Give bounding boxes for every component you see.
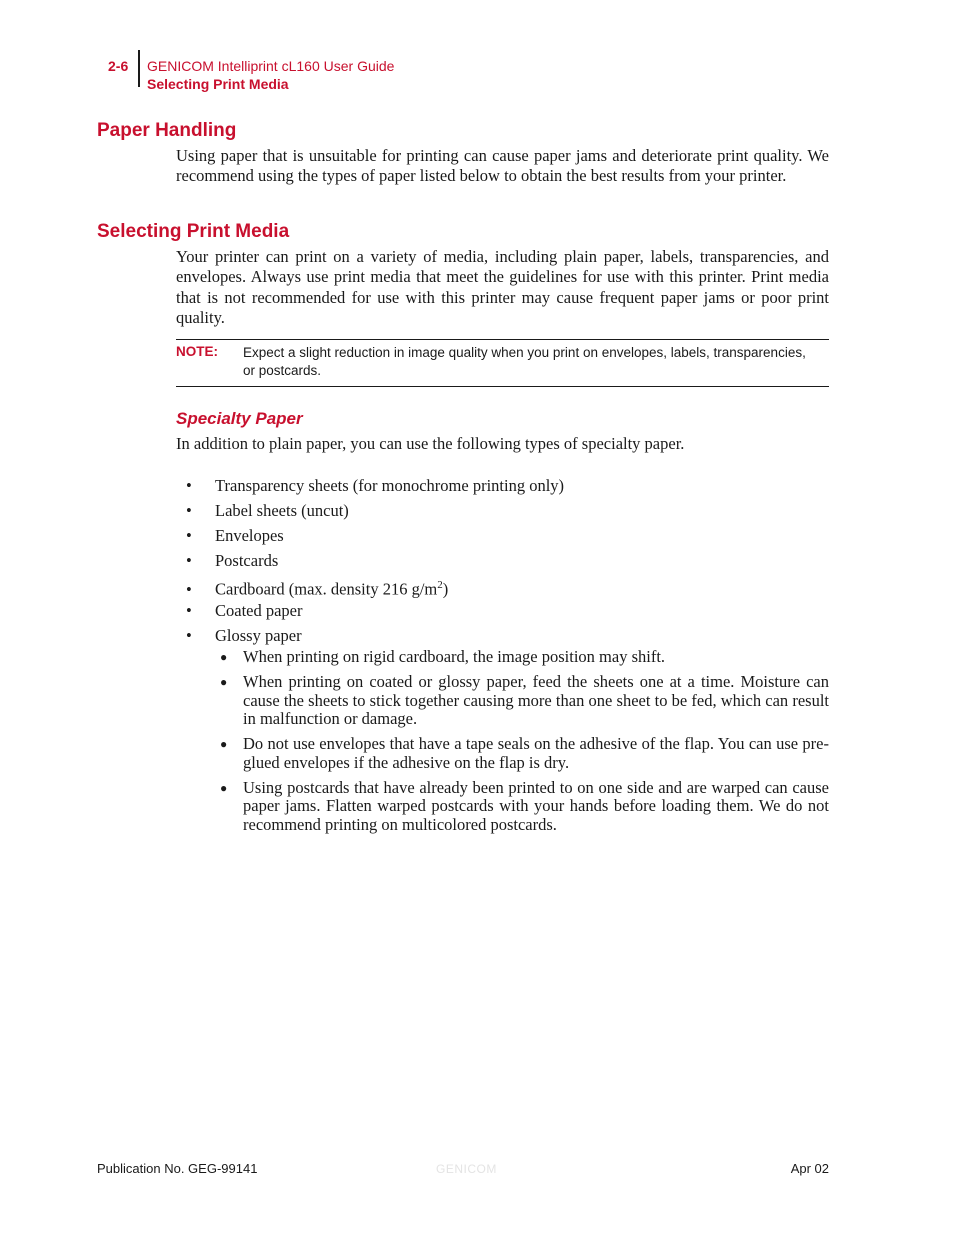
- paper-handling-text: Using paper that is unsuitable for printing can cause paper jams and deteriorate print quality. We recommend using the types of paper listed below to obtain the best results from your printer.: [176, 146, 829, 186]
- list-item: • Cardboard (max. density 216 $g/m^2$): [186, 573, 564, 598]
- bullet-icon: •: [186, 579, 192, 599]
- bullet-icon: •: [186, 601, 192, 620]
- bullet-icon: •: [186, 626, 192, 645]
- bullet-icon: •: [186, 501, 192, 520]
- list-item: • Postcards: [186, 548, 564, 573]
- note-label: NOTE:: [176, 344, 218, 359]
- list-item: ● Do not use envelopes that have a tape seals on the adhesive of the flap. You can use pre-glued envelopes if the adhesive on the flap is dry.: [220, 734, 829, 772]
- note-text: Expect a slight reduction in image quality when you print on envelopes, labels, transparencies, or postcards.: [243, 345, 806, 378]
- note-box: [176, 339, 829, 387]
- specialty-paper-heading: Specialty Paper: [176, 409, 303, 428]
- section-title: Selecting Print Media: [147, 76, 289, 92]
- list-item: ● Using postcards that have already been printed to on one side and are warped can cause paper jams. Flatten warped postcards with your hands before loading them. We do not recommend printing on multicolored postcards.: [220, 777, 829, 834]
- bullet-icon: •: [186, 476, 192, 495]
- list-item: • Coated paper: [186, 598, 564, 623]
- header-divider: [138, 50, 140, 87]
- bullet-icon: •: [186, 551, 192, 570]
- superscript: 2: [437, 579, 443, 591]
- list-item: • Transparency sheets (for monochrome printing only): [186, 473, 564, 498]
- bullet-icon: ●: [220, 650, 228, 664]
- list-item: • Glossy paper: [186, 623, 564, 648]
- list-item: • Envelopes: [186, 523, 564, 548]
- bullet-icon: ●: [220, 737, 228, 751]
- watermark-logo: GENICOM: [436, 1162, 497, 1176]
- specialty-notes-list: [220, 648, 829, 841]
- page-number: 2-6: [108, 58, 129, 74]
- list-item: ● When printing on rigid cardboard, the image position may shift.: [220, 647, 666, 666]
- document-title: GENICOM Intelliprint cL160 User Guide: [147, 58, 395, 74]
- bullet-icon: ●: [220, 780, 228, 795]
- selecting-media-heading: Selecting Print Media: [97, 221, 290, 242]
- publication-date: Apr 02: [790, 1161, 829, 1176]
- bullet-icon: •: [186, 526, 192, 545]
- specialty-intro: In addition to plain paper, you can use the following types of specialty paper.: [176, 434, 685, 453]
- publication-number: Publication No. GEG-99141: [97, 1161, 258, 1176]
- paper-handling-heading: Paper Handling: [97, 120, 237, 141]
- list-item: ● When printing on coated or glossy paper, feed the sheets one at a time. Moisture can cause the sheets to stick together causing more than one sheet to be fed, which can result in malfunction or damage.: [220, 672, 829, 728]
- bullet-icon: ●: [220, 675, 228, 689]
- specialty-paper-list: [186, 473, 564, 648]
- list-item: • Label sheets (uncut): [186, 498, 564, 523]
- selecting-media-text: Your printer can print on a variety of media, including plain paper, labels, transparencies, and envelopes. Always use print media that meet the guidelines for use with this printer. Print media that is not recommended for use with this printer may cause frequent paper jams or poor print quality.: [176, 247, 829, 327]
